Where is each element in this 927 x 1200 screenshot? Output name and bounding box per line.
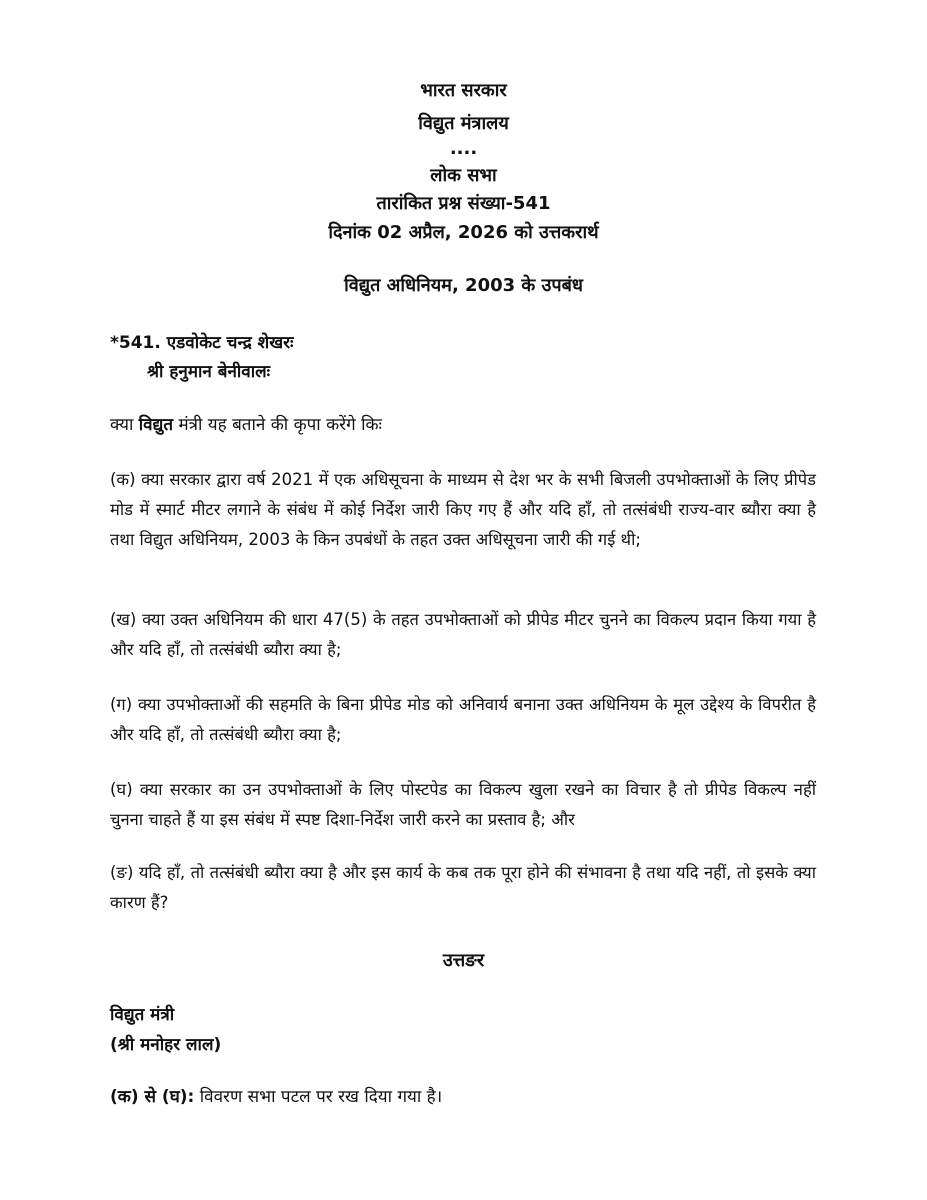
answer-text: विवरण सभा पटल पर रख दिया गया है। <box>199 1087 443 1107</box>
question-gha: (घ) क्या सरकार का उन उपभोक्ताओं के लिए पोस्टपेड का विकल्प खुला रखने का विचार है तो प्रीपेड विकल्प नहीं चुनना चाहते हैं या इस संबंध में स्पष्ट दिशा-निर्देश जारी करने का प्रस्ताव है; और <box>110 780 816 829</box>
answer-statement <box>110 1082 810 1112</box>
question-kha: (ख) क्या उक्त अधिनियम की धारा 47(5) के तहत उपभोक्ताओं को प्रीपेड मीटर चुनने का विकल्प प्रदान किया गया है और यदि हाँ, तो तत्संबंधी ब्यौरा क्या है; <box>110 610 816 659</box>
subject-title: विद्युत अधिनियम, 2003 के उपबंध <box>344 275 583 296</box>
answering-minister-title: विद्युत मंत्री <box>110 1005 175 1025</box>
answering-minister-name: (श्री मनोहर लाल) <box>110 1035 222 1055</box>
intro-minister-word: विद्युत <box>138 415 174 435</box>
govt-heading: भारत सरकार <box>420 80 507 101</box>
question-nga: (ङ) यदि हाँ, तो तत्संबंधी ब्यौरा क्या है और इस कार्य के कब तक पूरा होने की संभावना है तथा यदि नहीं, तो इसके क्या कारण हैं? <box>110 863 816 912</box>
question-ga: (ग) क्या उपभोक्ताओं की सहमति के बिना प्रीपेड मोड को अनिवार्य बनाना उक्त अधिनियम के मूल उद्देश्य के विपरीत है और यदि हाँ, तो तत्संबंधी ब्यौरा क्या है; <box>110 695 816 744</box>
answer-date: दिनांक 02 अप्रैल, 2026 को उत्तकरार्थ <box>328 222 599 243</box>
question-intro <box>110 410 810 440</box>
question-number: तारांकित प्रश्न संख्या-541 <box>376 193 551 214</box>
house-heading: लोक सभा <box>430 165 497 186</box>
intro-post: मंत्री यह बताने की कृपा करेंगे किः <box>178 415 382 435</box>
ministry-heading: विद्युत मंत्रालय <box>418 113 509 134</box>
question-ka: (क) क्या सरकार द्वारा वर्ष 2021 में एक अधिसूचना के माध्यम से देश भर के सभी बिजली उपभोक्ताओं के लिए प्रीपेड मोड में स्मार्ट मीटर लगाने के संबंध में कोई निर्देश जारी किए गए हैं और यदि हाँ, तो तत्संबंधी राज्य-वार ब्यौरा क्या है तथा विद्युत अधिनियम, 2003 के किन उपबंधों के तहत उक्त अधिसूचना जारी की गई थी; <box>110 470 816 549</box>
answer-heading: उत्तङर <box>442 950 485 971</box>
asker-2: श्री हनुमान बेनीवालः <box>147 362 271 382</box>
answer-label: (क) से (घ): <box>110 1087 195 1107</box>
separator-dots: .... <box>449 138 478 159</box>
asker-1: *541. एडवोकेट चन्द्र शेखरः <box>110 333 294 353</box>
intro-pre: क्या <box>110 415 134 435</box>
